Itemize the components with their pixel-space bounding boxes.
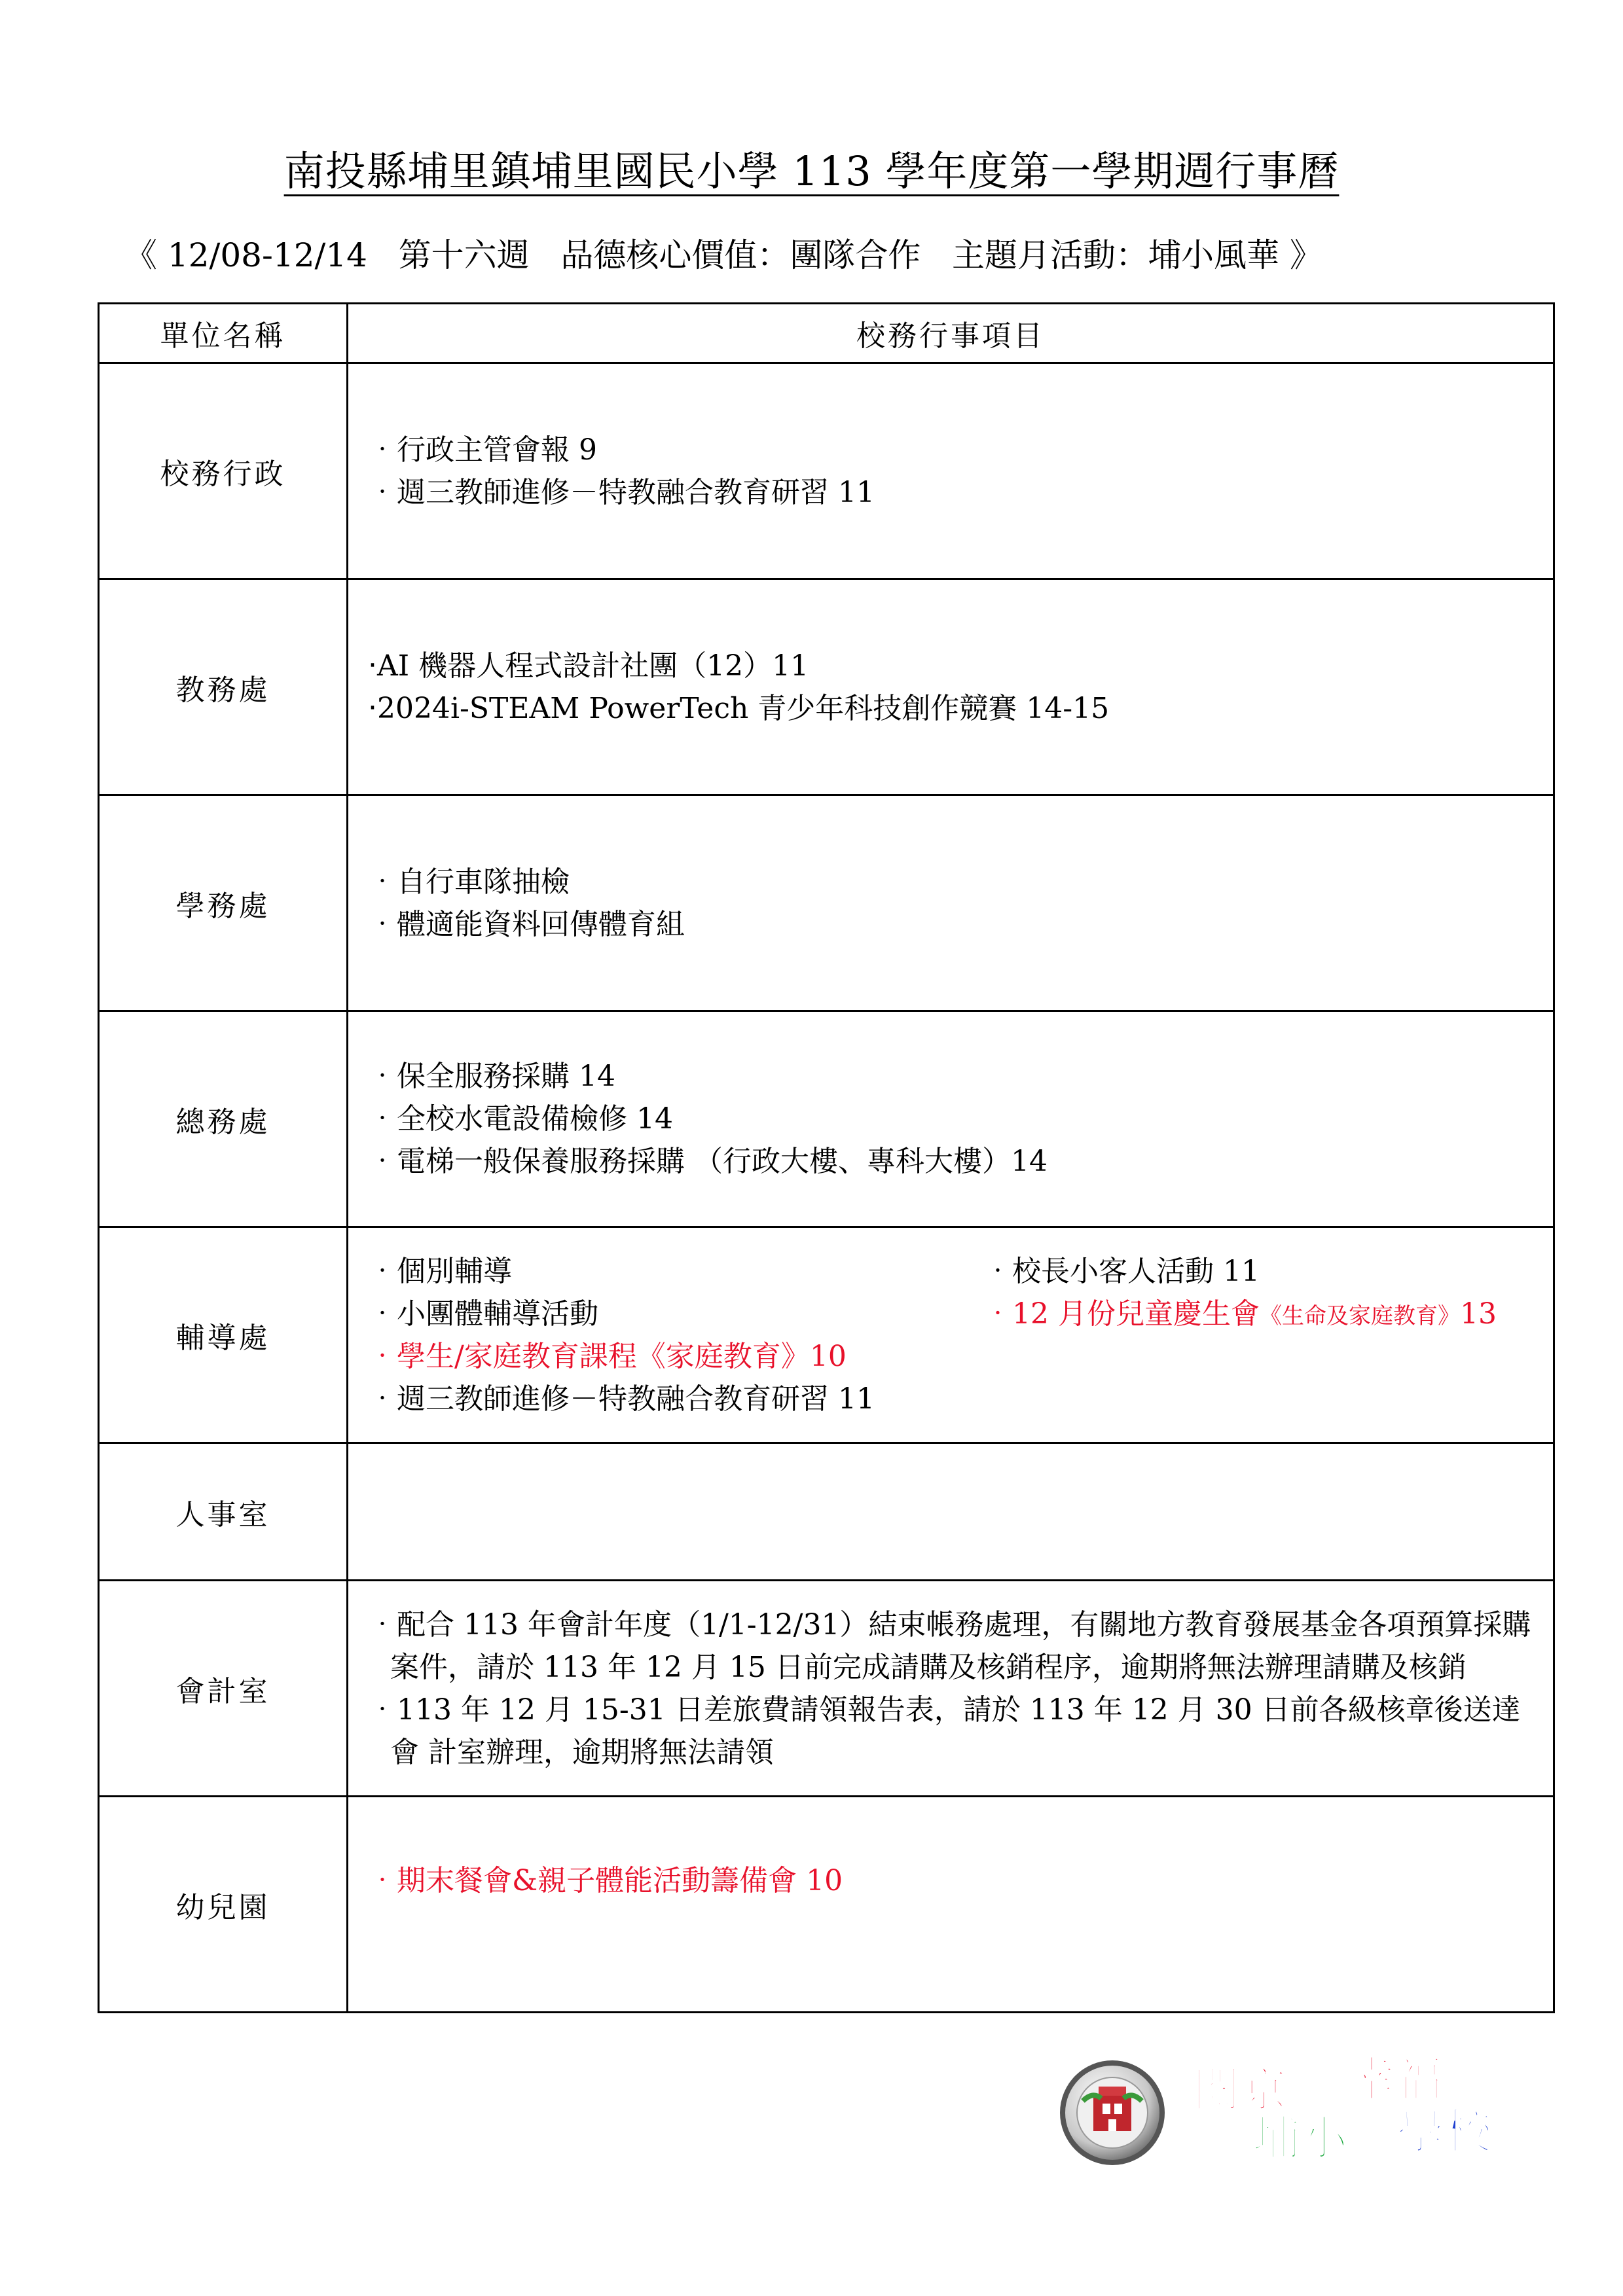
unit-items xyxy=(348,1581,1554,1797)
unit-name: 輔導處 xyxy=(99,1227,348,1443)
unit-name: 總務處 xyxy=(99,1011,348,1227)
row-kindergarten xyxy=(99,1797,1554,2013)
row-academic xyxy=(99,579,1554,795)
row-general-affairs xyxy=(99,1011,1554,1227)
unit-name: 學務處 xyxy=(99,795,348,1011)
unit-items xyxy=(348,363,1554,579)
week-subtitle: 《 12/08-12/14 第十六週 品德核心價值：團隊合作 主題月活動：埔小風華 》 xyxy=(124,236,1322,274)
weekly-calendar-table xyxy=(98,302,1555,2013)
item-highlighted: ‧期末餐會&親子體能活動籌備會 10 xyxy=(368,1864,843,1897)
header-unit: 單位名稱 xyxy=(99,304,348,363)
item: ‧個別輔導 xyxy=(368,1254,512,1288)
item-main: ‧12 月份兒童慶生會 xyxy=(983,1297,1260,1331)
row-counseling xyxy=(99,1227,1554,1443)
page-title: 南投縣埔里鎮埔里國民小學 113 學年度第一學期週行事曆 xyxy=(283,147,1340,195)
item: ‧週三教師進修－特教融合教育研習 11 xyxy=(368,1382,875,1416)
row-accounting xyxy=(99,1581,1554,1797)
unit-items xyxy=(348,795,1554,1011)
unit-name: 人事室 xyxy=(99,1443,348,1581)
unit-items xyxy=(348,1797,1554,2013)
table-header-row xyxy=(99,304,1554,363)
item: ‧2024i-STEAM PowerTech 青少年科技創作競賽 14-15 xyxy=(368,691,1110,725)
header-items: 校務行事項目 xyxy=(348,304,1554,363)
item-date: 13 xyxy=(1459,1297,1497,1331)
item: ‧行政主管會報 9 xyxy=(368,433,597,467)
item: ‧AI 機器人程式設計社團（12）11 xyxy=(368,649,809,683)
row-student-affairs xyxy=(99,795,1554,1011)
item: ‧小團體輔導活動 xyxy=(368,1297,598,1331)
left-column xyxy=(368,1250,983,1420)
row-admin xyxy=(99,363,1554,579)
item: ‧週三教師進修－特教融合教育研習 11 xyxy=(368,475,875,509)
unit-name: 教務處 xyxy=(99,579,348,795)
logo-text-2: 幸福 xyxy=(1348,2055,1443,2107)
unit-items xyxy=(348,1011,1554,1227)
school-emblem-icon xyxy=(1060,2060,1165,2165)
unit-items xyxy=(348,579,1554,795)
unit-name: 會計室 xyxy=(99,1581,348,1797)
item: ‧自行車隊抽檢 xyxy=(368,865,570,899)
unit-name: 幼兒園 xyxy=(99,1797,348,2013)
item: ‧校長小客人活動 11 xyxy=(983,1254,1260,1288)
item: ‧113 年 12 月 15-31 日差旅費請領報告表，請於 113 年 12 月 30 日前各級核章後送達會 計室辦理，逾期將無法請領 xyxy=(368,1693,1521,1769)
item-highlighted xyxy=(983,1293,1537,1338)
item-highlighted: ‧學生/家庭教育課程《家庭教育》10 xyxy=(368,1339,847,1373)
unit-items xyxy=(348,1227,1554,1443)
two-column-items xyxy=(368,1250,1537,1420)
item: ‧全校水電設備檢修 14 xyxy=(368,1102,673,1136)
right-column xyxy=(983,1250,1537,1420)
item: ‧保全服務採購 14 xyxy=(368,1060,615,1093)
item-note: 《生命及家庭教育》 xyxy=(1259,1302,1460,1329)
logo-text-3: 埔小 xyxy=(1253,2111,1348,2166)
item: ‧配合 113 年會計年度（1/1-12/31）結束帳務處理，有關地方教育發展基金各項預算採購案件，請於 113 年 12 月 15 日前完成請購及核銷程序，逾期將無法辦理請購及核銷 xyxy=(368,1607,1531,1684)
row-personnel xyxy=(99,1443,1554,1581)
item: ‧電梯一般保養服務採購 （行政大樓、專科大樓）14 xyxy=(368,1145,1048,1178)
item: ‧體適能資料回傳體育組 xyxy=(368,907,685,941)
logo-text-4: 學校 xyxy=(1397,2104,1492,2159)
school-logo xyxy=(1057,2055,1541,2166)
logo-text-1: 閱京 xyxy=(1193,2062,1288,2117)
unit-name: 校務行政 xyxy=(99,363,348,579)
unit-items xyxy=(348,1443,1554,1581)
